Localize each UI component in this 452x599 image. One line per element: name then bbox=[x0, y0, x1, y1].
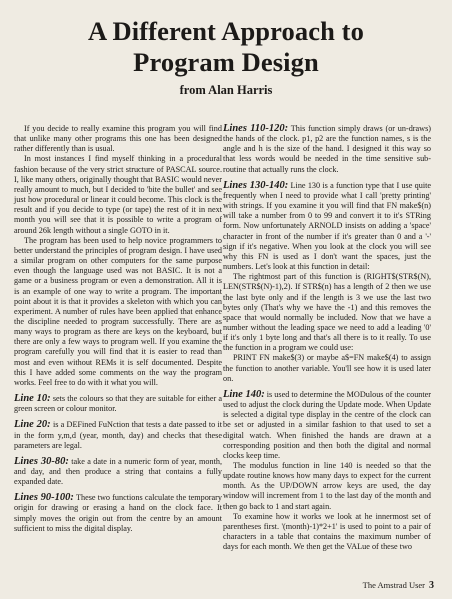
paragraph: The rightmost part of this function is (RIGHT$(STR$(N), LEN(STR$(N)-1),2). If STR$(n) has a length of 2 then we use the last byte only and if the length is 3 we use the last two bytes only (That's why we have the -1) and this removes the space that would normally be included. Now that we have a number without the leading space we need to add a leading '0' if it's only 1 byte long and that's all there is to it really. To use the function in a program we could use: bbox=[223, 272, 431, 353]
right-column bbox=[223, 124, 431, 552]
line-section bbox=[14, 394, 222, 414]
line-section bbox=[223, 181, 431, 272]
line-text: take a date in a numeric form of year, month, and day, and then produce a string that contains a fully expanded date. bbox=[14, 456, 222, 487]
page-number: 3 bbox=[429, 580, 434, 591]
paragraph: PRINT FN make$(3) or maybe a$=FN make$(4) to assign the function to another variable. You'll see how it is used later on. bbox=[223, 353, 431, 383]
author-byline: from Alan Harris bbox=[179, 83, 273, 97]
line-text: This function simply draws (or un-draws) the hands of the clock. p1, p2 are the function names, s is the angle and h is the size of the hand. I designed it this way so that less words would be needed in the time sensitive sub-routine that actually runs the clock. bbox=[223, 124, 431, 174]
left-column bbox=[14, 124, 222, 534]
paragraph: The program has been used to help novice programmers to better understand the principles of program design. I have used a similar program on other computers for the same purpose even though the language used was not BASIC. It is not a game or a business program or even a demonstration. All it is is an example of one way to write a program. The important point about it is that it provides a skeleton with which you can experiment. A number of rules have been applied that enhance the discipline needed to program successfully. There are as many ways to program as there are keys on the keyboard, but there are only a few ways to program well. If you examine the program carefully you will find that it is easier to read than most and even without REMs it is self documented. Despite this I have added some comments on the way the program works. Feel free to do with it what you will. bbox=[14, 235, 222, 387]
line-text: is a DEFined FuNction that tests a date passed to it in the form y,m,d (year, month, day) and checks that these parameters are legal. bbox=[14, 420, 222, 450]
paragraph: The modulus function in line 140 is needed so that the update routine knows how many days to expect for the current month. As the UP/DOWN arrow keys are used, the day window will increment from 1 to the last day of the month and then go back to 1 and start again. bbox=[223, 461, 431, 511]
paragraph: In most instances I find myself thinking in a procedural fashion because of the very strict structure of PASCAL source. I, like many others, originally thought that BASIC would never really amount to much, but I decided to 'bite the bullet' and see just how procedural or linear it could become. This clock is the result and if you decide to type (or tape) the rest of it in next month you will see that it is possible to write a program of around 26k length without a single GOTO in it. bbox=[14, 154, 222, 235]
line-heading: Lines 110-120: bbox=[223, 123, 289, 134]
line-section bbox=[14, 420, 222, 450]
article-title bbox=[0, 16, 452, 78]
line-heading: Line 10: bbox=[14, 393, 51, 405]
page-footer bbox=[363, 580, 434, 591]
paragraph: If you decide to really examine this program you will find that unlike many other programs this one has been designed rather differently than is usual. bbox=[14, 124, 222, 154]
line-heading: Lines 90-100: bbox=[14, 492, 74, 504]
paragraph: To examine how it works we look at he innermost set of parentheses first. '(month)-1)*2+1' is used to point to a pair of characters in a table that contains the maximum number of days for each month. We then get the VALue of these two bbox=[223, 511, 431, 552]
line-heading: Lines 130-140: bbox=[223, 179, 289, 191]
line-section bbox=[14, 457, 222, 487]
line-heading: Line 140: bbox=[223, 388, 265, 400]
line-text: sets the colours so that they are suitable for either a green screen or colour monitor. bbox=[14, 394, 223, 414]
line-section bbox=[223, 390, 431, 461]
line-section bbox=[223, 124, 431, 175]
line-section bbox=[14, 493, 222, 534]
title-line-1: A Different Approach to bbox=[88, 16, 364, 46]
line-text: These two functions calculate the temporary origin for drawing or erasing a hand on the clock face. It simply moves the origin out from the centre by an amount sufficient to miss the digital display. bbox=[14, 493, 222, 533]
line-text: is used to determine the MODulous of the counter used to adjust the clock during the Update mode. When Update is selected a digital type display in the centre of the clock can be set or adjusted in a similar fashion to that used to set a digital watch. When finished the hands are drawn at a corresponding position and then both the digital and normal clocks keep time. bbox=[223, 389, 432, 460]
line-heading: Line 20: bbox=[14, 419, 51, 431]
line-heading: Lines 30-80: bbox=[14, 455, 69, 467]
title-line-2: Program Design bbox=[133, 47, 319, 77]
magazine-name: The Amstrad User bbox=[362, 580, 425, 590]
line-text: Line 130 is a function type that I use quite frequently when I need to provide what I call 'pretty printing' with strings. If you examine it you will find that FN make$(n) will take a number from 0 to 99 and convert it to it's STRing form. Now unfortunately ARNOLD insists on adding a 'space' character in front of the number if it's greater than 0 and a '-' sign if it's negative. When you look at the clock you will see why this FN is used as I don't want the spaces, just the numbers. Let's look at this function in detail: bbox=[223, 180, 432, 272]
